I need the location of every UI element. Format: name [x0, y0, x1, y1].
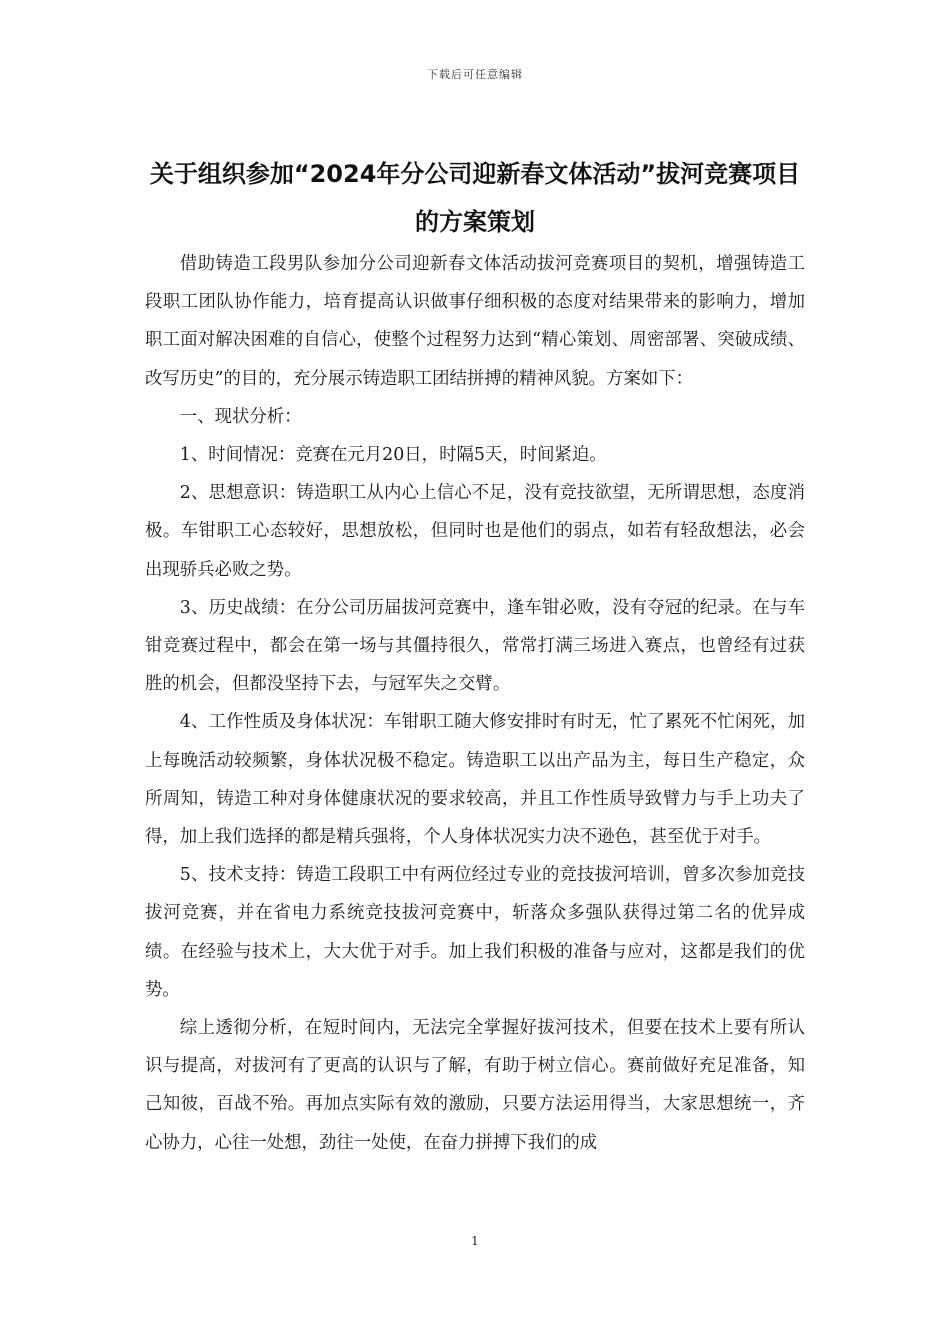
paragraph-intro: 借助铸造工段男队参加分公司迎新春文体活动拔河竞赛项目的契机，增强铸造工段职工团队协作能力，培育提高认识做事仔细积极的态度对结果带来的影响力，增加职工面对解决困难的自信心，使整个过程努力达到“精心策划、周密部署、突破成绩、改写历史”的目的，充分展示铸造职工团结拼搏的精神风貌。方案如下： — [145, 254, 805, 389]
page-number: 1 — [471, 1234, 479, 1248]
document-body — [145, 245, 805, 1162]
paragraph-technique: 5、技术支持：铸造工段职工中有两位经过专业的竞技拔河培训，曾多次参加竞技拔河竞赛，并在省电力系统竞技拔河竞赛中，斩落众多强队获得过第二名的优异成绩。在经验与技术上，大大优于对手。加上我们积极的准备与应对，这都是我们的优势。 — [145, 865, 805, 1000]
section-heading-status: 一、现状分析： — [179, 406, 302, 427]
header-note: 下载后可任意编辑 — [427, 68, 523, 81]
document-title: 关于组织参加“2024年分公司迎新春文体活动”拔河竞赛项目的方案策划 — [149, 160, 801, 236]
paragraph-mindset: 2、思想意识：铸造职工从内心上信心不足，没有竞技欲望，无所谓思想，态度消极。车钳职工心态较好，思想放松，但同时也是他们的弱点，如若有轻敌想法，必会出现骄兵必败之势。 — [145, 483, 805, 580]
paragraph-history: 3、历史战绩：在分公司历届拔河竞赛中，逢车钳必败，没有夺冠的纪录。在与车钳竞赛过程中，都会在第一场与其僵持很久，常常打满三场进入赛点，也曾经有过获胜的机会，但都没坚持下去，与冠军失之交臂。 — [145, 597, 805, 695]
paragraph-summary: 综上透彻分析，在短时间内，无法完全掌握好拔河技术，但要在技术上要有所认识与提高，对拔河有了更高的认识与了解，有助于树立信心。赛前做好充足准备，知己知彼，百战不殆。再加点实际有效的激励，只要方法运用得当，大家思想统一，齐心协力，心往一处想，劲往一处使，在奋力拼搏下我们的成 — [145, 1018, 805, 1153]
paragraph-work-health: 4、工作性质及身体状况：车钳职工随大修安排时有时无，忙了累死不忙闲死，加上每晚活动较频繁，身体状况极不稳定。铸造职工以出产品为主，每日生产稳定，众所周知，铸造工种对身体健康状况的要求较高，并且工作性质导致臂力与手上功夫了得，加上我们选择的都是精兵强将，个人身体状况实力决不逊色，甚至优于对手。 — [145, 712, 805, 848]
paragraph-time: 1、时间情况：竞赛在元月20日，时隔5天，时间紧迫。 — [179, 445, 607, 466]
